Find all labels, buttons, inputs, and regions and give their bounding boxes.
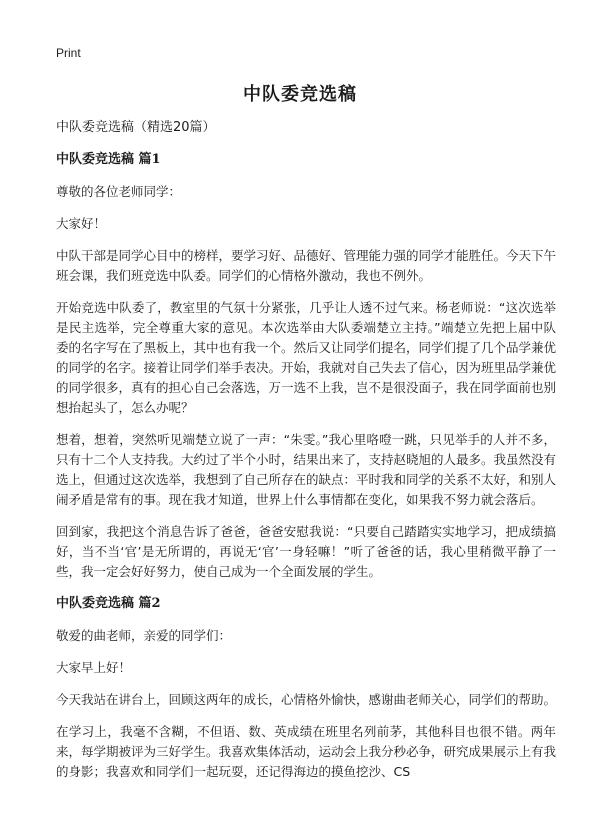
print-link[interactable]: Print bbox=[56, 46, 81, 60]
paragraph: 在学习上，我毫不含糊，不但语、数、英成绩在班里名列前茅，其他科目也很不错。两年来，每学期被评为三好学生。我喜欢集体活动，运动会上我分秒必争，研究成果展示上有我的身影；我喜欢和同学们一起玩耍，还记得海边的摸鱼挖沙、CS bbox=[56, 724, 557, 779]
page-title: 中队委竞选稿 bbox=[243, 84, 357, 105]
paragraph: 中队干部是同学心目中的榜样，要学习好、品德好、管理能力强的同学才能胜任。今天下午班会课，我们班竞选中队委。同学们的心情格外激动，我也不例外。 bbox=[56, 248, 557, 283]
paragraph: 开始竞选中队委了，教室里的气氛十分紧张，几乎让人透不过气来。杨老师说：“这次选举是民主选举，完全尊重大家的意见。本次选举由大队委端楚立主持。”端楚立先把上届中队委的名字写在了黑板上，其中也有我一个。然后又让同学们提名，同学们提了几个品学兼优的同学的名字。接着让同学们举手表决。开始，我就对自己失去了信心，因为班里品学兼优的同学很多，真有的担心自己会落选，万一选不上我，岂不是很没面子，我在同学面前也别想抬起头了，怎么办呢？ bbox=[56, 300, 557, 415]
section-heading: 中队委竞选稿 篇1 bbox=[56, 152, 161, 167]
salutation: 尊敬的各位老师同学： bbox=[56, 184, 182, 199]
document-body bbox=[56, 118, 556, 794]
paragraph: 今天我站在讲台上，回顾这两年的成长，心情格外愉快，感谢曲老师关心，同学们的帮助。 bbox=[56, 692, 557, 707]
document-subtitle: 中队委竞选稿（精选20篇） bbox=[56, 120, 216, 135]
greeting: 大家早上好！ bbox=[56, 660, 132, 675]
salutation: 敬爱的曲老师，亲爱的同学们： bbox=[56, 628, 232, 643]
paragraph: 想着，想着，突然听见端楚立说了一声：“朱雯。”我心里咯噔一跳，只见举手的人并不多，只有十二个人支持我。大约过了半个小时，结果出来了，支持赵晓旭的人最多。我虽然没有选上，但通过这次选举，我想到了自己所存在的缺点：平时我和同学的关系不太好，和别人闹矛盾是常有的事。现在我才知道，世界上什么事情都在变化，如果我不努力就会落后。 bbox=[56, 432, 557, 507]
paragraph: 回到家，我把这个消息告诉了爸爸，爸爸安慰我说：“只要自己踏踏实实地学习，把成绩搞好，当不当‘官’是无所谓的，再说无‘官’一身轻嘛！”听了爸爸的话，我心里稍微平静了一些，我一定会好好努力，使自己成为一个全面发展的学生。 bbox=[56, 524, 556, 579]
greeting: 大家好！ bbox=[56, 216, 107, 231]
section-heading: 中队委竞选稿 篇2 bbox=[56, 596, 161, 611]
